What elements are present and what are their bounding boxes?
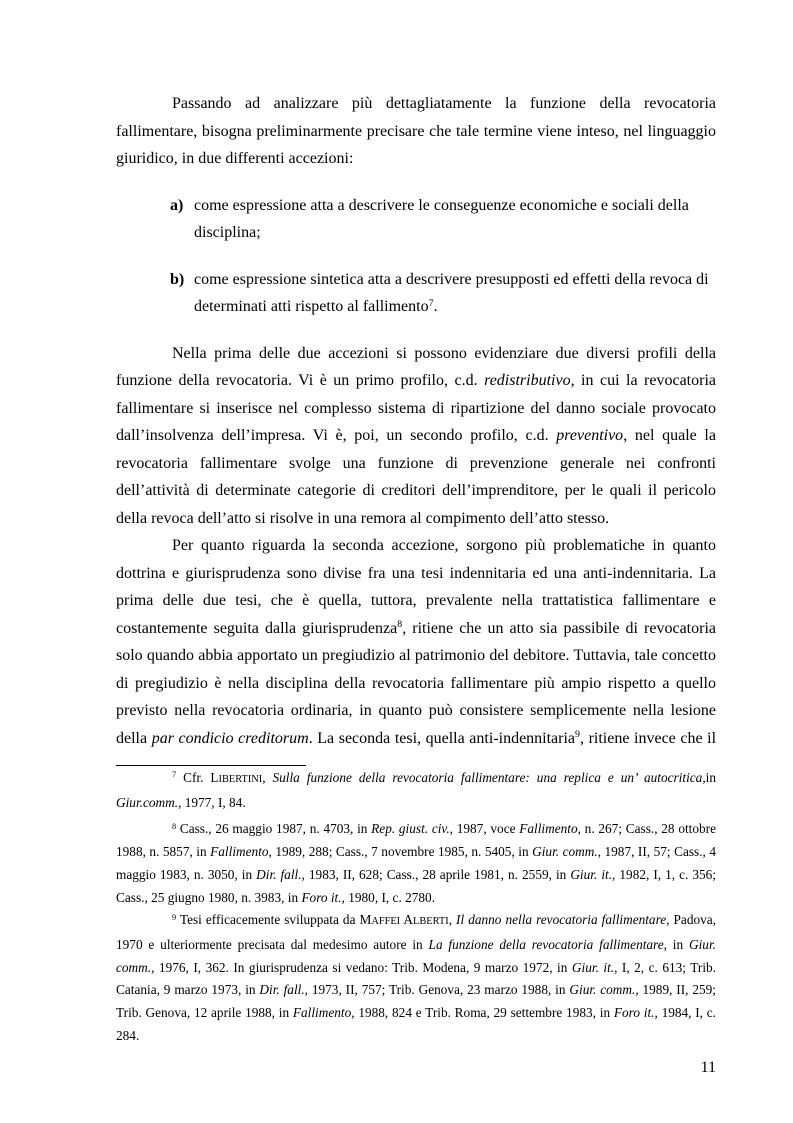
footnote-9 <box>116 909 716 1047</box>
text-run: solo quando abbia apportato un pregiudizio al patrimonio del debitore. Tuttavia, tale concetto <box>116 647 716 664</box>
italic-text: Rep. giust. civ. <box>371 821 450 837</box>
italic-text: redistributivo <box>484 372 571 389</box>
text-run: , I, 2, c. 613; Trib. <box>614 959 716 975</box>
text-run: , 1987, II, 57; Cass., 4 <box>597 844 717 860</box>
text-run: , 1980, I, c. 2780. <box>341 889 436 905</box>
text-run: Catania, 9 marzo 1973, in <box>116 982 260 998</box>
text-run: determinati atti rispetto al fallimento <box>194 298 429 315</box>
text-run: , 1976, I, 362. In giurisprudenza si vedano: Trib. Modena, 9 marzo 1972, in <box>151 959 572 975</box>
text-line <box>116 909 716 934</box>
list-item-text <box>194 192 716 247</box>
text-line <box>194 219 716 247</box>
footnote-reference: 7 <box>428 297 434 309</box>
text-line <box>116 90 716 118</box>
text-run: Trib. Genova, 12 aprile 1988, in <box>116 1005 293 1021</box>
text-run: , 1987, voce <box>449 821 520 837</box>
paragraph-profili <box>116 340 716 533</box>
text-run: di pregiudizio è nella disciplina della revocatoria fallimentare più ampio rispetto a quello <box>116 674 716 692</box>
text-line <box>116 145 716 173</box>
text-run: funzione della revocatoria. Vi è un primo profilo, c.d. <box>116 372 485 389</box>
text-run: , Padova, <box>666 912 716 928</box>
footnotes <box>116 767 716 1047</box>
italic-text: Sulla funzione della revocatoria fallimentare: una replica e un’ autocritica, <box>272 770 706 785</box>
text-run: revocatoria fallimentare svolge una funzione di prevenzione generale nei confronti <box>116 454 716 472</box>
text-line <box>116 395 716 423</box>
italic-text: Fallimento <box>210 844 269 860</box>
italic-text: Giur. comm. <box>532 844 598 860</box>
text-line <box>116 367 716 395</box>
text-line <box>194 266 716 294</box>
text-run: A <box>400 912 414 928</box>
paragraph-seconda-accezione <box>116 532 716 752</box>
italic-text: La funzione della revocatoria fallimentare <box>428 936 664 952</box>
text-line <box>116 118 716 146</box>
footnote-reference: 8 <box>397 619 403 631</box>
page-number: 11 <box>700 1059 716 1076</box>
footnote-7 <box>116 767 716 814</box>
list-marker: a) <box>170 196 184 214</box>
text-line <box>116 560 716 588</box>
text-run: dall’insolvenza dell’impresa. Vi è, poi, un secondo profilo, c.d. <box>116 427 557 444</box>
text-run: , 1982, I, 1, c. 356; <box>612 866 716 882</box>
italic-text: Il danno nella revocatoria fallimentare <box>456 912 667 928</box>
text-run: , <box>448 912 457 928</box>
italic-text: Dir. fall. <box>259 982 305 998</box>
text-line <box>116 450 716 478</box>
paragraph-intro <box>116 90 716 173</box>
italic-text: Foro it. <box>301 889 342 905</box>
text-run: , 1989, II, 259; <box>635 982 716 998</box>
text-line <box>116 697 716 725</box>
text-run: fallimentare, bisogna preliminarmente precisare che tale termine viene inteso, nel linguaggio <box>116 122 716 140</box>
text-run: , 1973, II, 757; Trib. Genova, 23 marzo 1988, in <box>304 982 570 998</box>
italic-text: Giur. <box>689 936 716 952</box>
text-run: , <box>262 770 273 785</box>
text-line <box>116 841 716 864</box>
text-run: . La seconda tesi, quella anti-indennitaria <box>308 729 576 747</box>
text-run: Passando ad analizzare più dettagliatamente la funzione della revocatoria <box>172 95 716 112</box>
text-run: , in cui la revocatoria <box>570 372 716 389</box>
italic-text: preventivo <box>556 427 624 444</box>
italic-text: comm. <box>116 959 152 975</box>
text-line <box>116 477 716 505</box>
text-run: , 1984, I, c. <box>654 1005 716 1021</box>
text-line <box>116 1002 716 1025</box>
text-run: , ritiene che un atto sia passibile di revocatoria <box>402 619 716 637</box>
text-run: . <box>433 298 438 315</box>
text-run: prima delle due tesi, che è quella, tuttora, prevalente nella trattatistica fallimentare e <box>116 592 716 609</box>
footnote-reference: 9 <box>575 729 580 741</box>
italic-text: Foro it. <box>613 1005 655 1021</box>
accezioni-list <box>116 192 716 321</box>
list-item-text <box>194 266 716 321</box>
italic-text: Dir. fall. <box>256 866 302 882</box>
list-marker: b) <box>170 270 185 288</box>
text-run: 284. <box>116 1027 140 1043</box>
text-line <box>116 587 716 615</box>
small-caps-text: LBERTI <box>413 916 449 928</box>
text-line <box>116 532 716 560</box>
text-run: Tesi efficacemente sviluppata da M <box>176 912 372 928</box>
footnote-reference: 7 <box>172 770 177 780</box>
text-run: , nel quale la <box>623 427 716 444</box>
text-run: , n. 267; Cass., 28 ottobre <box>577 821 716 837</box>
text-line <box>116 642 716 670</box>
text-run: disciplina; <box>194 224 261 241</box>
text-line <box>116 934 716 957</box>
footnote-reference: 9 <box>172 912 177 922</box>
text-run: maggio 1983, n. 3050, in <box>116 866 257 882</box>
text-line <box>116 979 716 1002</box>
footnote-reference: 8 <box>172 821 177 831</box>
text-line <box>116 887 716 910</box>
text-run: 1970 e ulteriormente precisata dal medesimo autore in <box>116 936 429 952</box>
text-run: come espressione sintetica atta a descrivere presupposti ed effetti della revoca di <box>194 270 709 288</box>
text-line <box>116 725 716 753</box>
text-run: Per quanto riguarda la seconda accezione, sorgono più problematiche in quanto <box>172 537 716 554</box>
text-run: , 1988, 824 e Trib. Roma, 29 settembre 1983, in <box>351 1005 614 1021</box>
body-text <box>116 90 716 752</box>
text-run: , in <box>663 936 689 952</box>
italic-text: par condicio creditorum <box>151 729 309 747</box>
text-run: , 1983, II, 628; Cass., 28 aprile 1981, n. 2559, in <box>301 866 571 882</box>
text-line <box>116 670 716 698</box>
text-line <box>116 792 716 815</box>
text-line <box>116 1025 716 1048</box>
text-line <box>116 422 716 450</box>
text-run: Cfr. L <box>176 770 219 785</box>
text-run: della revoca dell’atto si risolve in una remora al compimento dell’atto stesso. <box>116 509 610 527</box>
italic-text: Fallimento <box>292 1005 352 1021</box>
text-run: Nella prima delle due accezioni si possono evidenziare due diversi profili della <box>172 344 716 362</box>
italic-text: Fallimento <box>519 821 578 837</box>
text-run: della <box>116 729 152 747</box>
text-run: dell’attività di determinate categorie di creditori dell’imprenditore, per le quali il pericolo <box>116 482 716 499</box>
text-line <box>116 505 716 533</box>
italic-text: Giur. it. <box>571 959 615 975</box>
text-run: dottrina e giurisprudenza sono divise fra una tesi indennitaria ed una anti-indennitaria. La <box>116 564 716 582</box>
text-run: costantemente seguita dalla giurisprudenza <box>116 619 398 637</box>
text-run: , ritiene invece che il <box>580 729 717 747</box>
text-line <box>116 767 716 792</box>
text-run: giuridico, in due differenti accezioni: <box>116 150 354 167</box>
footnote-separator <box>116 765 306 766</box>
italic-text: Giur.comm. <box>116 794 179 810</box>
text-line <box>116 818 716 841</box>
text-run: previsto nella revocatoria ordinaria, in quanto può consistere semplicemente nella lesione <box>116 702 716 719</box>
list-item-a <box>116 192 716 247</box>
small-caps-text: AFFEI <box>371 916 401 928</box>
text-line <box>194 293 716 321</box>
text-run: come espressione atta a descrivere le conseguenze economiche e sociali della <box>194 196 689 214</box>
text-run: fallimentare si inserisce nel complesso sistema di ripartizione del danno sociale provocato <box>116 399 716 417</box>
italic-text: Giur. it. <box>570 866 613 882</box>
text-run: in <box>705 770 716 785</box>
text-run: , 1977, I, 84. <box>178 794 246 810</box>
footnote-8 <box>116 818 716 909</box>
text-run: 1988, n. 5857, in <box>116 844 211 860</box>
text-line <box>116 615 716 643</box>
list-item-b <box>116 266 716 321</box>
text-run: Cass., 25 giugno 1980, n. 3983, in <box>116 889 302 905</box>
small-caps-text: IBERTINI <box>218 774 263 785</box>
italic-text: Giur. comm. <box>569 982 636 998</box>
text-run: , 1989, 288; Cass., 7 novembre 1985, n. 5405, in <box>268 844 533 860</box>
text-run: Cass., 26 maggio 1987, n. 4703, in <box>176 821 372 837</box>
text-line <box>116 864 716 887</box>
text-line <box>116 340 716 368</box>
text-line <box>116 957 716 980</box>
text-line <box>194 192 716 220</box>
